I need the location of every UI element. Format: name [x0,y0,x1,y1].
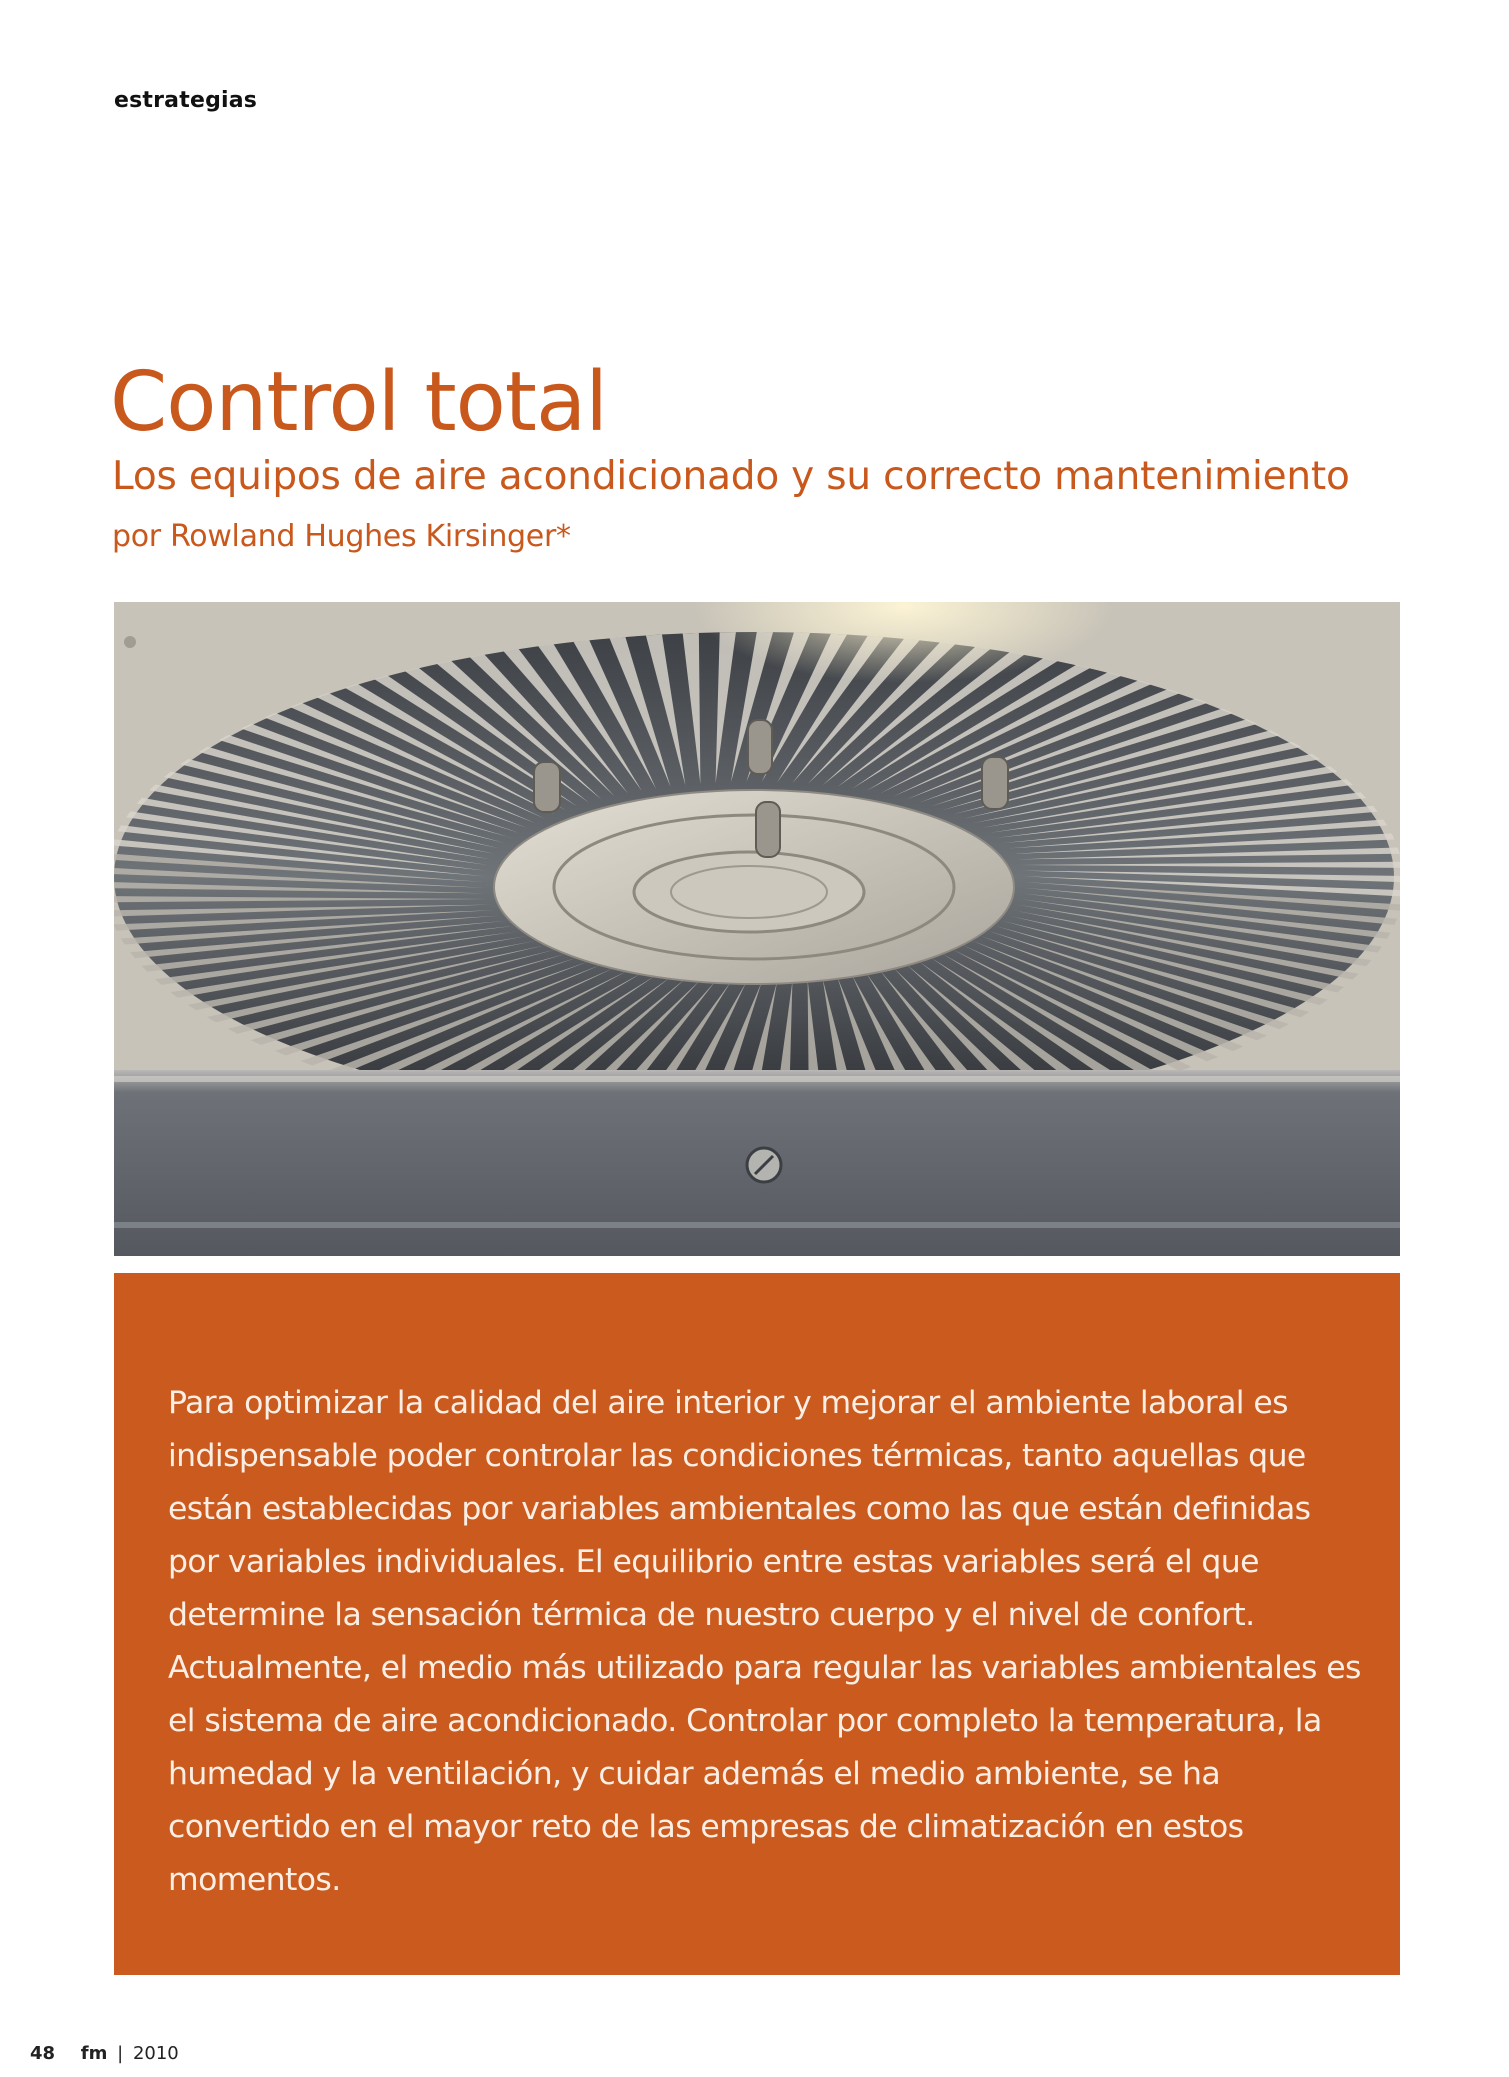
footer-separator: | [117,2043,124,2064]
intro-paragraph: Para optimizar la calidad del aire interior y mejorar el ambiente laboral es indispensable poder controlar las condiciones térmicas, tanto aquellas que están establecidas por variables ambientales como las que están definidas por variables individuales. El equilibrio entre estas variables será el que determine la sensación térmica de nuestro cuerpo y el nivel de confort. [168,1385,1311,1633]
issue-year: 2010 [132,2043,179,2064]
intro-text [168,1377,1368,1907]
article-title: Control total [110,355,607,450]
air-conditioner-photo [114,602,1400,1256]
intro-panel [114,1273,1400,1975]
magazine-name: fm [80,2043,108,2064]
fan-grille-illustration [114,602,1400,1256]
page-footer [30,2043,179,2064]
page-number: 48 [30,2043,56,2064]
article-subtitle: Los equipos de aire acondicionado y su correcto mantenimiento [112,454,1350,499]
intro-paragraph: Actualmente, el medio más utilizado para regular las variables ambientales es el sistema de aire acondicionado. Controlar por completo la temperatura, la humedad y la ventilación, y cuidar además el medio ambiente, se ha convertido en el mayor reto de las empresas de climatización en estos momentos. [168,1650,1361,1898]
section-label: estrategias [114,88,258,113]
article-byline: por Rowland Hughes Kirsinger* [112,519,571,554]
